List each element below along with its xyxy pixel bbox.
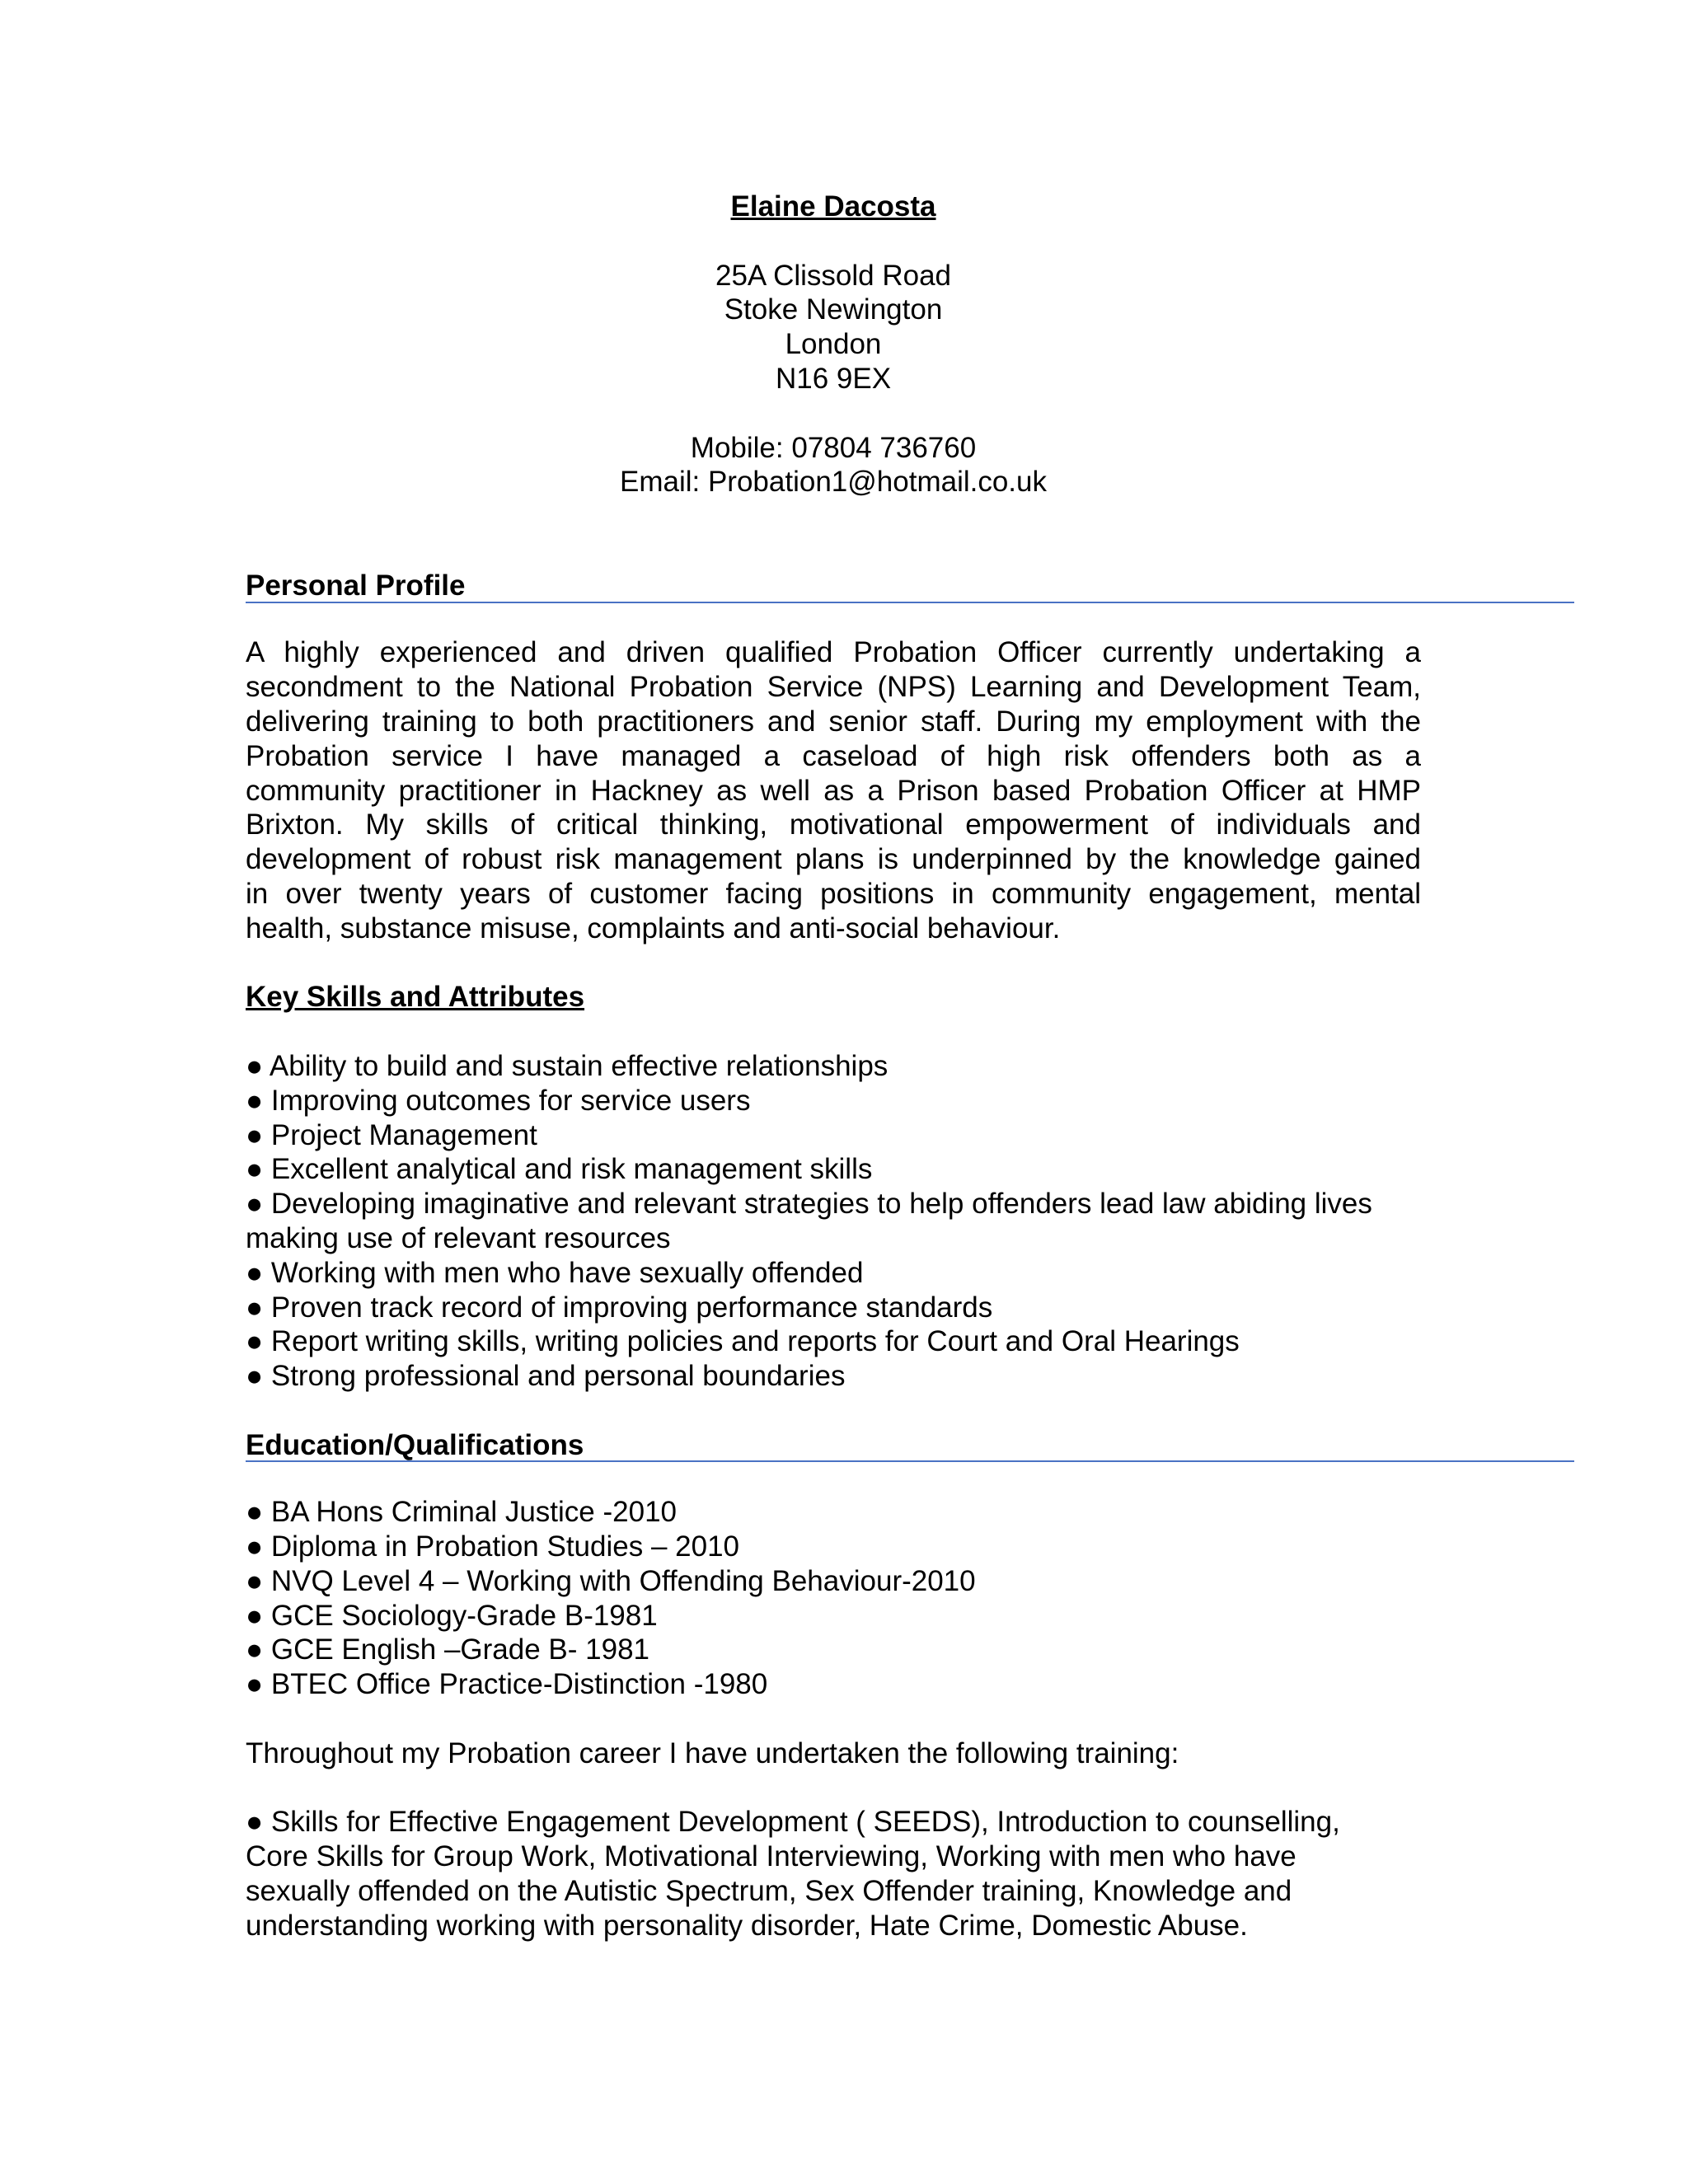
personal-profile-text: [246, 635, 1421, 945]
cv-document: [246, 190, 1574, 1943]
list-item: ● BA Hons Criminal Justice -2010: [246, 1496, 678, 1529]
training-intro: Throughout my Probation career I have undertaken the following training:: [246, 1736, 1179, 1769]
list-item: ● Working with men who have sexually offended: [246, 1256, 864, 1289]
list-item: ● GCE English –Grade B- 1981: [246, 1633, 649, 1666]
training-line: understanding working with personality disorder, Hate Crime, Domestic Abuse.: [246, 1909, 1248, 1942]
list-item: ● BTEC Office Practice-Distinction -1980: [246, 1668, 768, 1701]
profile-line: Probation service I have managed a caseload of high risk offenders both as a: [246, 739, 1421, 772]
profile-line: delivering training to both practitioners and senior staff. During my employment with the: [246, 705, 1421, 738]
personal-profile-heading: Personal Profile: [246, 569, 466, 602]
training-line: ● Skills for Effective Engagement Development ( SEEDS), Introduction to counselling,: [246, 1806, 1340, 1839]
list-item: ● Developing imaginative and relevant strategies to help offenders lead law abiding lives: [246, 1188, 1372, 1221]
list-item: ● Excellent analytical and risk management skills: [246, 1153, 873, 1186]
profile-line: A highly experienced and driven qualified Probation Officer currently undertaking a: [246, 636, 1421, 669]
profile-line: development of robust risk management plans is underpinned by the knowledge gained: [246, 843, 1421, 876]
list-item: ● Diploma in Probation Studies – 2010: [246, 1530, 739, 1563]
email-address: Email: Probation1@hotmail.co.uk: [620, 466, 1047, 499]
training-line: Core Skills for Group Work, Motivational Interviewing, Working with men who have: [246, 1840, 1296, 1873]
list-item-continuation: making use of relevant resources: [246, 1221, 671, 1254]
cv-header: [246, 190, 1421, 499]
key-skills-heading: Key Skills and Attributes: [246, 981, 585, 1014]
list-item: ● Ability to build and sustain effective relationships: [246, 1049, 889, 1082]
education-list: [246, 1495, 1574, 1702]
list-item: ● Report writing skills, writing policies and reports for Court and Oral Hearings: [246, 1325, 1240, 1358]
list-item: ● Proven track record of improving performance standards: [246, 1291, 993, 1324]
list-item: ● GCE Sociology-Grade B-1981: [246, 1599, 658, 1632]
address-line: Stoke Newington: [724, 293, 943, 326]
training-list: [246, 1805, 1421, 1943]
address-line: London: [785, 328, 882, 361]
key-skills-list: [246, 1049, 1574, 1394]
profile-line: community practitioner in Hackney as well as a Prison based Probation Officer at HMP: [246, 774, 1421, 807]
list-item: ● NVQ Level 4 – Working with Offending Behaviour-2010: [246, 1564, 976, 1597]
list-item: ● Strong professional and personal boundaries: [246, 1360, 846, 1393]
training-line: sexually offended on the Autistic Spectrum, Sex Offender training, Knowledge and: [246, 1875, 1292, 1908]
address-line: 25A Clissold Road: [715, 259, 951, 292]
profile-line: secondment to the National Probation Service (NPS) Learning and Development Team,: [246, 671, 1421, 704]
mobile-number: Mobile: 07804 736760: [690, 431, 977, 464]
candidate-name: Elaine Dacosta: [730, 190, 936, 223]
list-item: ● Improving outcomes for service users: [246, 1084, 751, 1117]
education-heading: Education/Qualifications: [246, 1428, 584, 1461]
profile-line: in over twenty years of customer facing positions in community engagement, mental: [246, 877, 1421, 910]
profile-line: Brixton. My skills of critical thinking, motivational empowerment of individuals and: [246, 808, 1421, 841]
address-postcode: N16 9EX: [775, 362, 892, 395]
list-item: ● Project Management: [246, 1118, 537, 1151]
profile-line: health, substance misuse, complaints and anti-social behaviour.: [246, 912, 1061, 944]
